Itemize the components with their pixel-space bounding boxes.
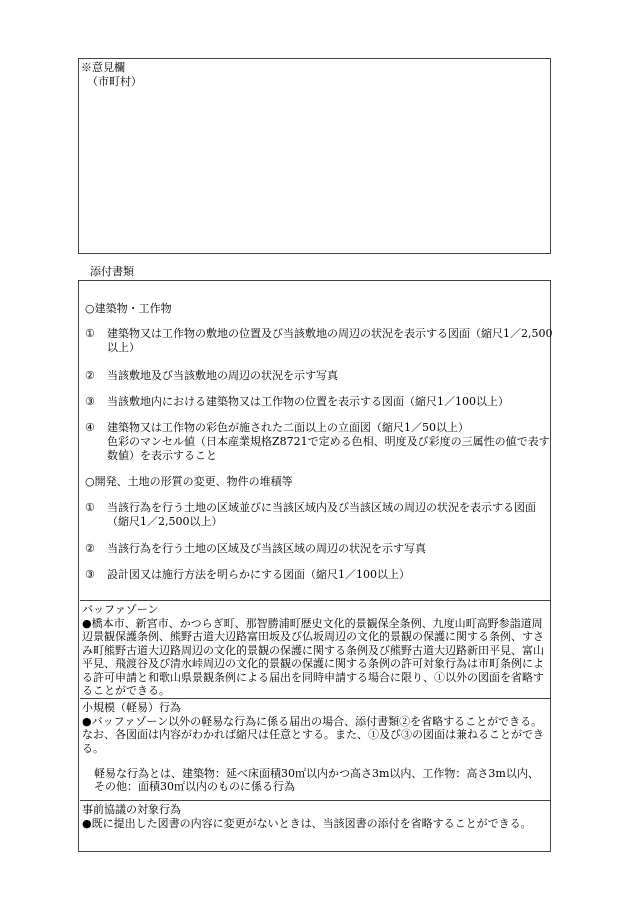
item-number: ② [85, 369, 95, 382]
item-text: 当該行為を行う土地の区域並びに当該区域内及び当該区域の周辺の状況を表示する図面（縮尺1／2,500以上） [107, 501, 536, 528]
buffer-title: バッファゾーン [82, 603, 159, 616]
item-text: 当該敷地及び当該敷地の周辺の状況を示す写真 [107, 369, 338, 382]
development-item-3 [85, 568, 555, 584]
item-number: ① [85, 501, 95, 514]
item-body [107, 421, 555, 462]
opinion-sub: （市町村） [87, 75, 142, 88]
prior-divider [80, 800, 550, 801]
small-text-2: 軽易な行為とは、建築物：延べ床面積30㎡以内かつ高さ3m以内、工作物：高さ3m以内、その他：面積30㎡以内のものに係る行為 [94, 767, 539, 794]
development-item-2 [85, 542, 555, 558]
buffer-divider [80, 600, 550, 601]
item-text: 設計図又は施行方法を明らかにする図面（縮尺1／100以上） [107, 568, 410, 581]
buildings-item-3 [85, 395, 555, 411]
item-text: 当該行為を行う土地の区域及び当該区域の周辺の状況を示す写真 [107, 542, 426, 555]
item-text: 建築物又は工作物の彩色が施された二面以上の立面図（縮尺1／50以上） [107, 421, 469, 434]
item-number: ③ [85, 568, 95, 581]
prior-title: 事前協議の対象行為 [82, 803, 181, 816]
buildings-item-2 [85, 369, 555, 385]
item-text: 当該敷地内における建築物又は工作物の位置を表示する図面（縮尺1／100以上） [107, 395, 509, 408]
item-number: ① [85, 327, 95, 340]
buildings-item-4 [85, 421, 555, 463]
item-number: ② [85, 542, 95, 555]
development-item-1 [85, 501, 555, 531]
small-title: 小規模（軽易）行為 [82, 701, 181, 714]
opinion-box [78, 58, 551, 254]
item-text-2: 色彩のマンセル値（日本産業規格Z8721で定める色相、明度及び彩度の三属性の値で表す数値）を表示すること [107, 434, 550, 462]
item-number: ③ [85, 395, 95, 408]
development-heading: ○開発、土地の形質の変更、物件の堆積等 [85, 475, 293, 488]
buildings-item-1 [85, 327, 555, 357]
prior-text: ●既に提出した図書の内容に変更がないときは、当該図書の添付を省略することができる。 [82, 817, 532, 830]
opinion-heading: ※意見欄 [81, 61, 125, 74]
item-number: ④ [85, 421, 95, 434]
small-divider [80, 698, 550, 699]
item-text: 建築物又は工作物の敷地の位置及び当該敷地の周辺の状況を表示する図面（縮尺1／2,500以上） [107, 327, 553, 354]
buildings-heading: ○建築物・工作物 [85, 302, 172, 315]
attachments-title: 添付書類 [90, 265, 134, 278]
small-text: ●バッファゾーン以外の軽易な行為に係る届出の場合、添付書類②を省略することができる。なお、各図面は内容がわかれば縮尺は任意とする。また、①及び③の図面は兼ねることができる。 [82, 715, 544, 755]
buffer-text: ●橋本市、新宮市、かつらぎ町、那智勝浦町歴史文化的景観保全条例、九度山町高野参詣道周辺景観保護条例、熊野古道大辺路富田坂及び仏坂周辺の文化的景観の保護に関する条例、すさみ町熊野古道大辺路周辺の文化的景観の保護に関する条例及び熊野古道大辺路新田平見、富山平見、飛渡谷及び清水峠周辺の文化的景観の保護に関する条例の許可対象行為は市町条例による許可申請と和歌山県景観条例による届出を同時申請する場合に限り、①以外の図面を省略することができる。 [82, 617, 544, 698]
